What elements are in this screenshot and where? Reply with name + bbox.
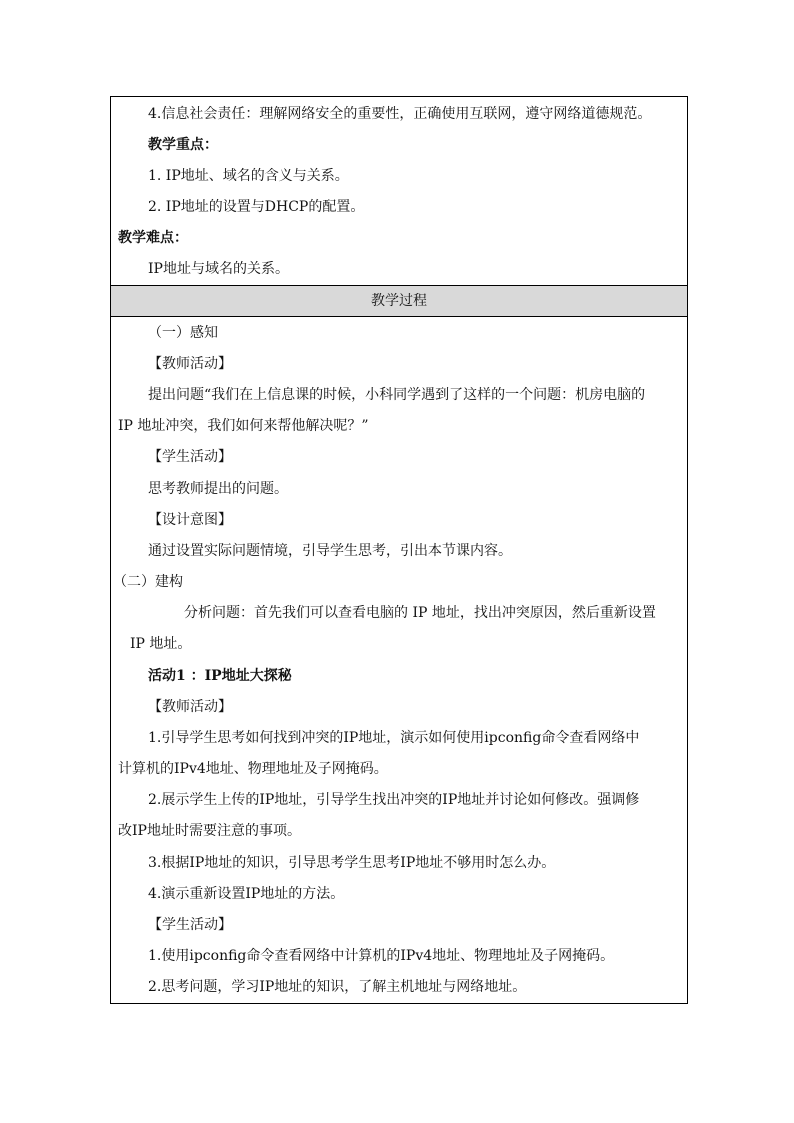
analysis-text-line-1: 分析问题：首先我们可以查看电脑的 IP 地址，找出冲突原因，然后重新设置 xyxy=(184,605,656,621)
student-activity-text: 思考教师提出的问题。 xyxy=(148,481,288,497)
key-point-2: 2. IP地址的设置与DHCP的配置。 xyxy=(148,199,365,215)
student-activity-label-2: 【学生活动】 xyxy=(148,917,232,933)
teacher-step-1-line-2: 计算机的IPv4地址、物理地址及子网掩码。 xyxy=(118,761,388,777)
teacher-step-2-line-2: 改IP地址时需要注意的事项。 xyxy=(118,823,301,839)
section-header-teaching-process: 教学过程 xyxy=(110,286,688,316)
teacher-step-1-line-1: 1.引导学生思考如何找到冲突的IP地址，演示如何使用ipconfig命令查看网络中 xyxy=(148,730,640,746)
stage-2-heading: （二）建构 xyxy=(113,574,183,590)
design-intent-text: 通过设置实际问题情境，引导学生思考，引出本节课内容。 xyxy=(148,543,512,559)
teacher-step-3: 3.根据IP地址的知识，引导思考学生思考IP地址不够用时怎么办。 xyxy=(148,855,556,871)
teacher-step-2-line-1: 2.展示学生上传的IP地址，引导学生找出冲突的IP地址并讨论如何修改。强调修 xyxy=(148,792,640,808)
key-point-1: 1. IP地址、域名的含义与关系。 xyxy=(148,168,349,184)
teacher-activity-label: 【教师活动】 xyxy=(148,356,232,372)
teacher-step-4: 4.演示重新设置IP地址的方法。 xyxy=(148,886,345,902)
student-step-1: 1.使用ipconfig命令查看网络中计算机的IPv4地址、物理地址及子网掩码。 xyxy=(148,948,615,964)
student-step-2: 2.思考问题，学习IP地址的知识，了解主机地址与网络地址。 xyxy=(148,979,527,995)
question-text-line-1: 提出问题“我们在上信息课的时候，小科同学遇到了这样的一个问题：机房电脑的 xyxy=(148,387,646,403)
key-points-heading: 教学重点： xyxy=(148,137,218,153)
objectives-cell xyxy=(110,96,688,286)
difficulty-heading: 教学难点： xyxy=(118,230,188,246)
teacher-activity-label-2: 【教师活动】 xyxy=(148,699,232,715)
analysis-text-line-2: IP 地址。 xyxy=(130,636,192,652)
stage-1-heading: （一）感知 xyxy=(148,325,218,341)
question-text-line-2: IP 地址冲突，我们如何来帮他解决呢？” xyxy=(118,418,369,434)
objective-item-4: 4.信息社会责任：理解网络安全的重要性，正确使用互联网，遵守网络道德规范。 xyxy=(148,106,652,122)
student-activity-label: 【学生活动】 xyxy=(148,449,232,465)
activity-1-heading: 活动1 ：IP地址大探秘 xyxy=(148,668,292,684)
design-intent-label: 【设计意图】 xyxy=(148,512,232,528)
difficulty-item: IP地址与域名的关系。 xyxy=(148,261,289,277)
